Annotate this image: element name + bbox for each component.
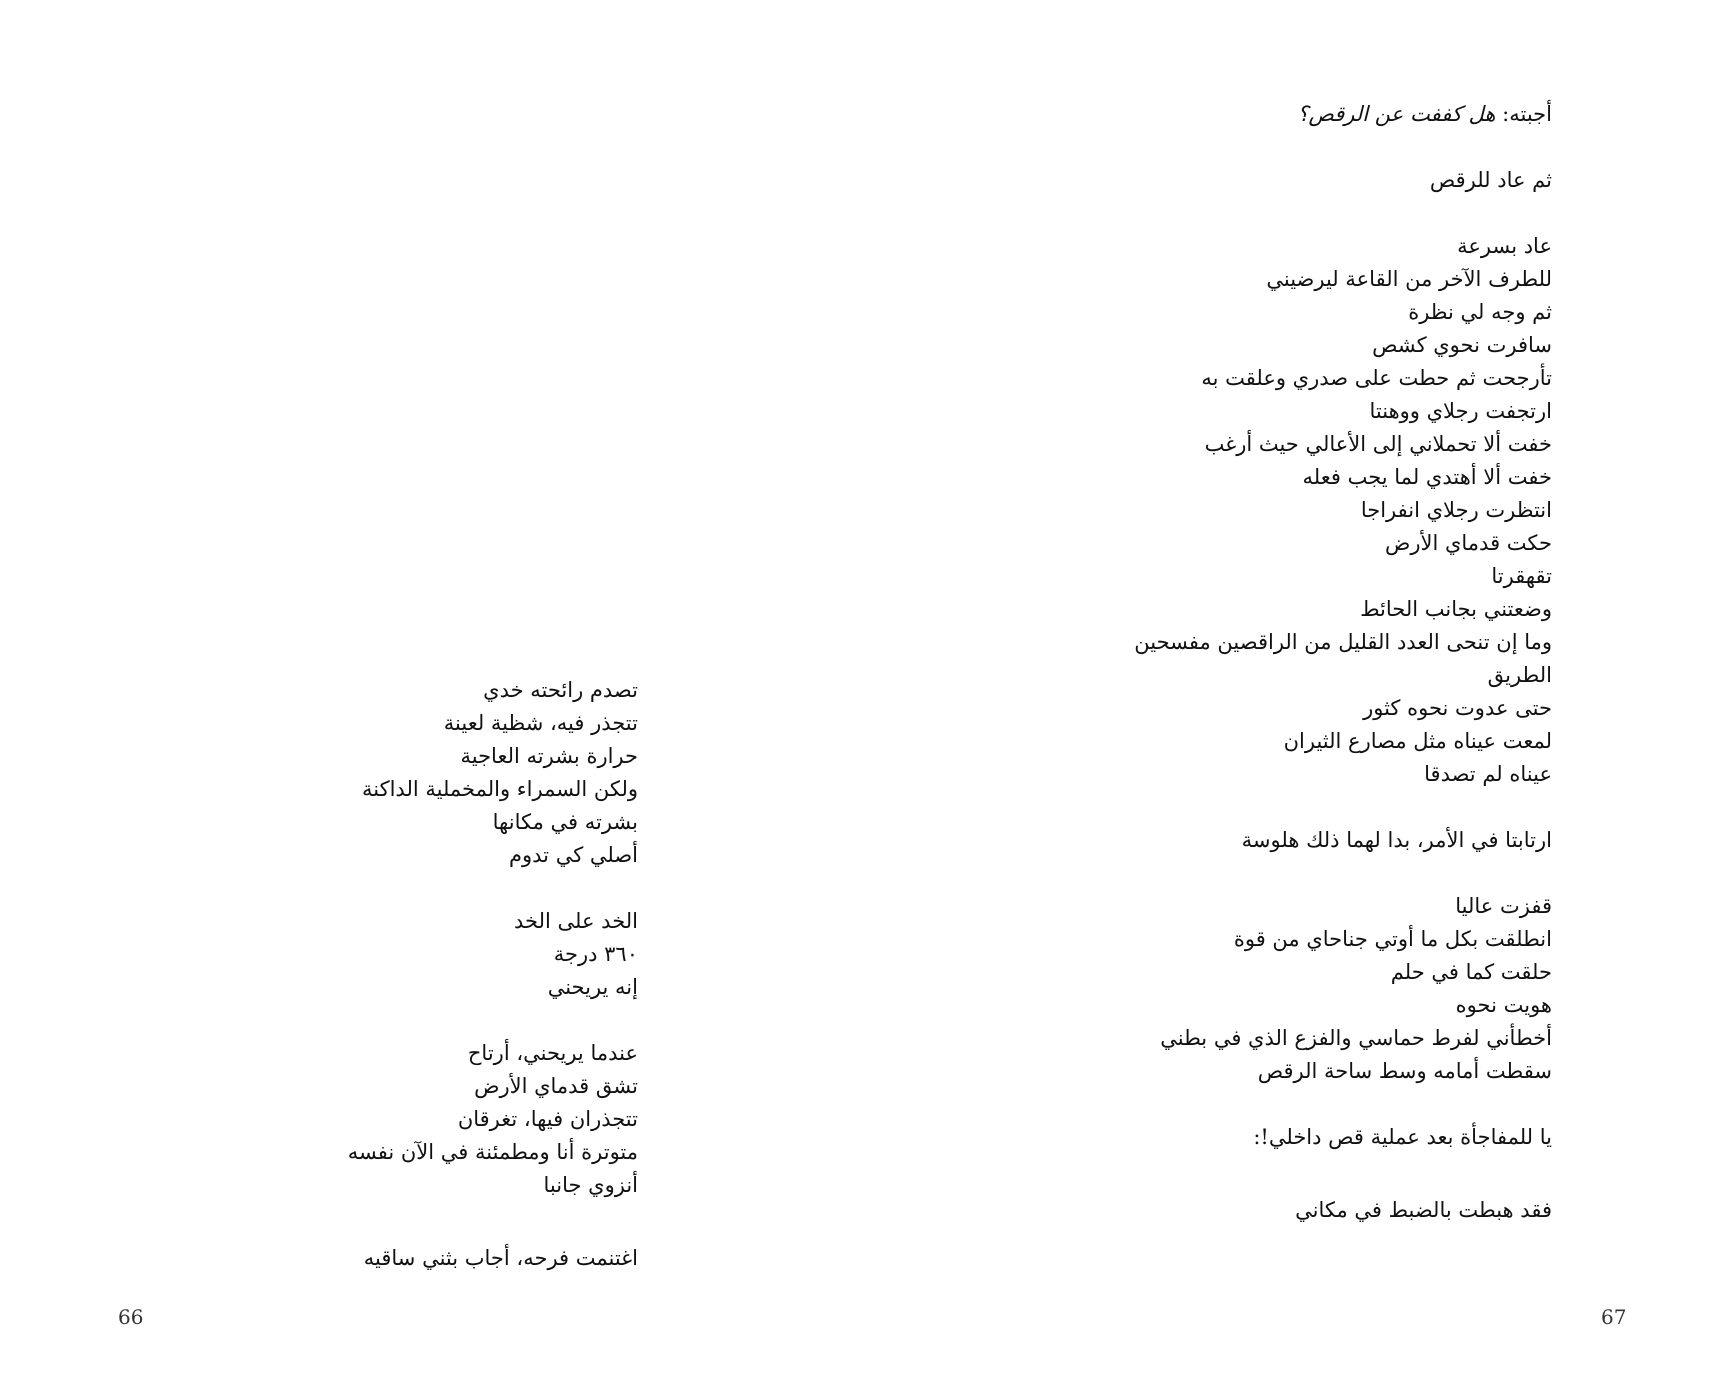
poem-line: بشرته في مكانها xyxy=(492,810,638,834)
stanza-break xyxy=(1032,1088,1552,1121)
poem-line-opening xyxy=(1032,98,1552,131)
poem-line: هويت نحوه xyxy=(1455,993,1552,1017)
poem-line: ثم عاد للرقص xyxy=(1429,168,1552,192)
poem-line: سقطت أمامه وسط ساحة الرقص xyxy=(1257,1059,1552,1083)
poem-line: تتجذران فيها، تغرقان xyxy=(457,1107,638,1131)
poem-line: فقد هبطت بالضبط في مكاني xyxy=(1295,1198,1552,1222)
poem-line: ثم وجه لي نظرة xyxy=(1408,300,1552,324)
poem-line: الطريق xyxy=(1487,663,1552,687)
poem-line: حرارة بشرته العاجية xyxy=(460,744,638,768)
right-page xyxy=(866,0,1732,1378)
poem-line: انطلقت بكل ما أوتي جناحاي من قوة xyxy=(1233,927,1552,951)
stanza-break xyxy=(218,872,638,905)
poem-line: تقهقرتا xyxy=(1491,564,1552,588)
poem-line: خفت ألا أهتدي لما يجب فعله xyxy=(1302,465,1552,489)
poem-line: ولكن السمراء والمخملية الداكنة xyxy=(362,777,638,801)
poem-line: حكت قدماي الأرض xyxy=(1384,531,1552,555)
poem-line: قفزت عاليا xyxy=(1455,894,1552,918)
stanza-break xyxy=(1032,857,1552,890)
dialogue-prefix: أجبته: xyxy=(1495,102,1552,126)
poem-line: تشق قدماي الأرض xyxy=(474,1074,638,1098)
stanza-break xyxy=(1032,1154,1552,1194)
poem-line: عيناه لم تصدقا xyxy=(1424,762,1552,786)
stanza-break xyxy=(1032,791,1552,824)
page-number: 67 xyxy=(1601,1305,1627,1329)
poem-line: اغتنمت فرحه، أجاب بثني ساقيه xyxy=(363,1246,638,1270)
poem-line: عاد بسرعة xyxy=(1457,234,1552,258)
stanza-break xyxy=(218,1004,638,1037)
stanza-break xyxy=(1032,131,1552,164)
poem-line: حتى عدوت نحوه كثور xyxy=(1363,696,1552,720)
poem-line: ارتابتا في الأمر، بدا لهما ذلك هلوسة xyxy=(1241,828,1552,852)
poem-line: وما إن تنحى العدد القليل من الراقصين مفسحين xyxy=(1134,630,1552,654)
poem-line: عندما يريحني، أرتاح xyxy=(467,1041,638,1065)
poem-line: للطرف الآخر من القاعة ليرضيني xyxy=(1266,267,1552,291)
left-page-text xyxy=(218,674,638,1275)
poem-line: تصدم رائحته خدي xyxy=(483,678,638,702)
poem-line: الخد على الخد xyxy=(514,909,638,933)
poem-line: تأرجحت ثم حطت على صدري وعلقت به xyxy=(1201,366,1552,390)
poem-line: ٣٦٠ درجة xyxy=(553,942,638,966)
poem-line: ارتجفت رجلاي ووهنتا xyxy=(1369,399,1552,423)
poem-line: وضعتني بجانب الحائط xyxy=(1360,597,1552,621)
stanza-break xyxy=(1032,197,1552,230)
poem-line: سافرت نحوي كشص xyxy=(1372,333,1552,357)
poem-line: أخطأني لفرط حماسي والفزع الذي في بطني xyxy=(1160,1026,1552,1050)
poem-line: يا للمفاجأة بعد عملية قص داخلي!: xyxy=(1253,1125,1552,1149)
poem-line: تتجذر فيه، شظية لعينة xyxy=(443,711,638,735)
poem-line: انتظرت رجلاي انفراجا xyxy=(1360,498,1552,522)
page-number: 66 xyxy=(118,1305,144,1329)
poem-line: أصلي كي تدوم xyxy=(509,843,638,867)
italic-question: هل كففت عن الرقص؟ xyxy=(1297,102,1496,126)
right-page-text xyxy=(1032,98,1552,1227)
poem-line: إنه يريحني xyxy=(547,975,638,999)
poem-line: متوترة أنا ومطمئنة في الآن نفسه xyxy=(347,1140,638,1164)
poem-line: أنزوي جانبا xyxy=(543,1173,638,1197)
poem-line: لمعت عيناه مثل مصارع الثيران xyxy=(1283,729,1552,753)
poem-line: خفت ألا تحملاني إلى الأعالي حيث أرغب xyxy=(1204,432,1552,456)
stanza-break xyxy=(218,1202,638,1242)
poem-line: حلقت كما في حلم xyxy=(1390,960,1552,984)
